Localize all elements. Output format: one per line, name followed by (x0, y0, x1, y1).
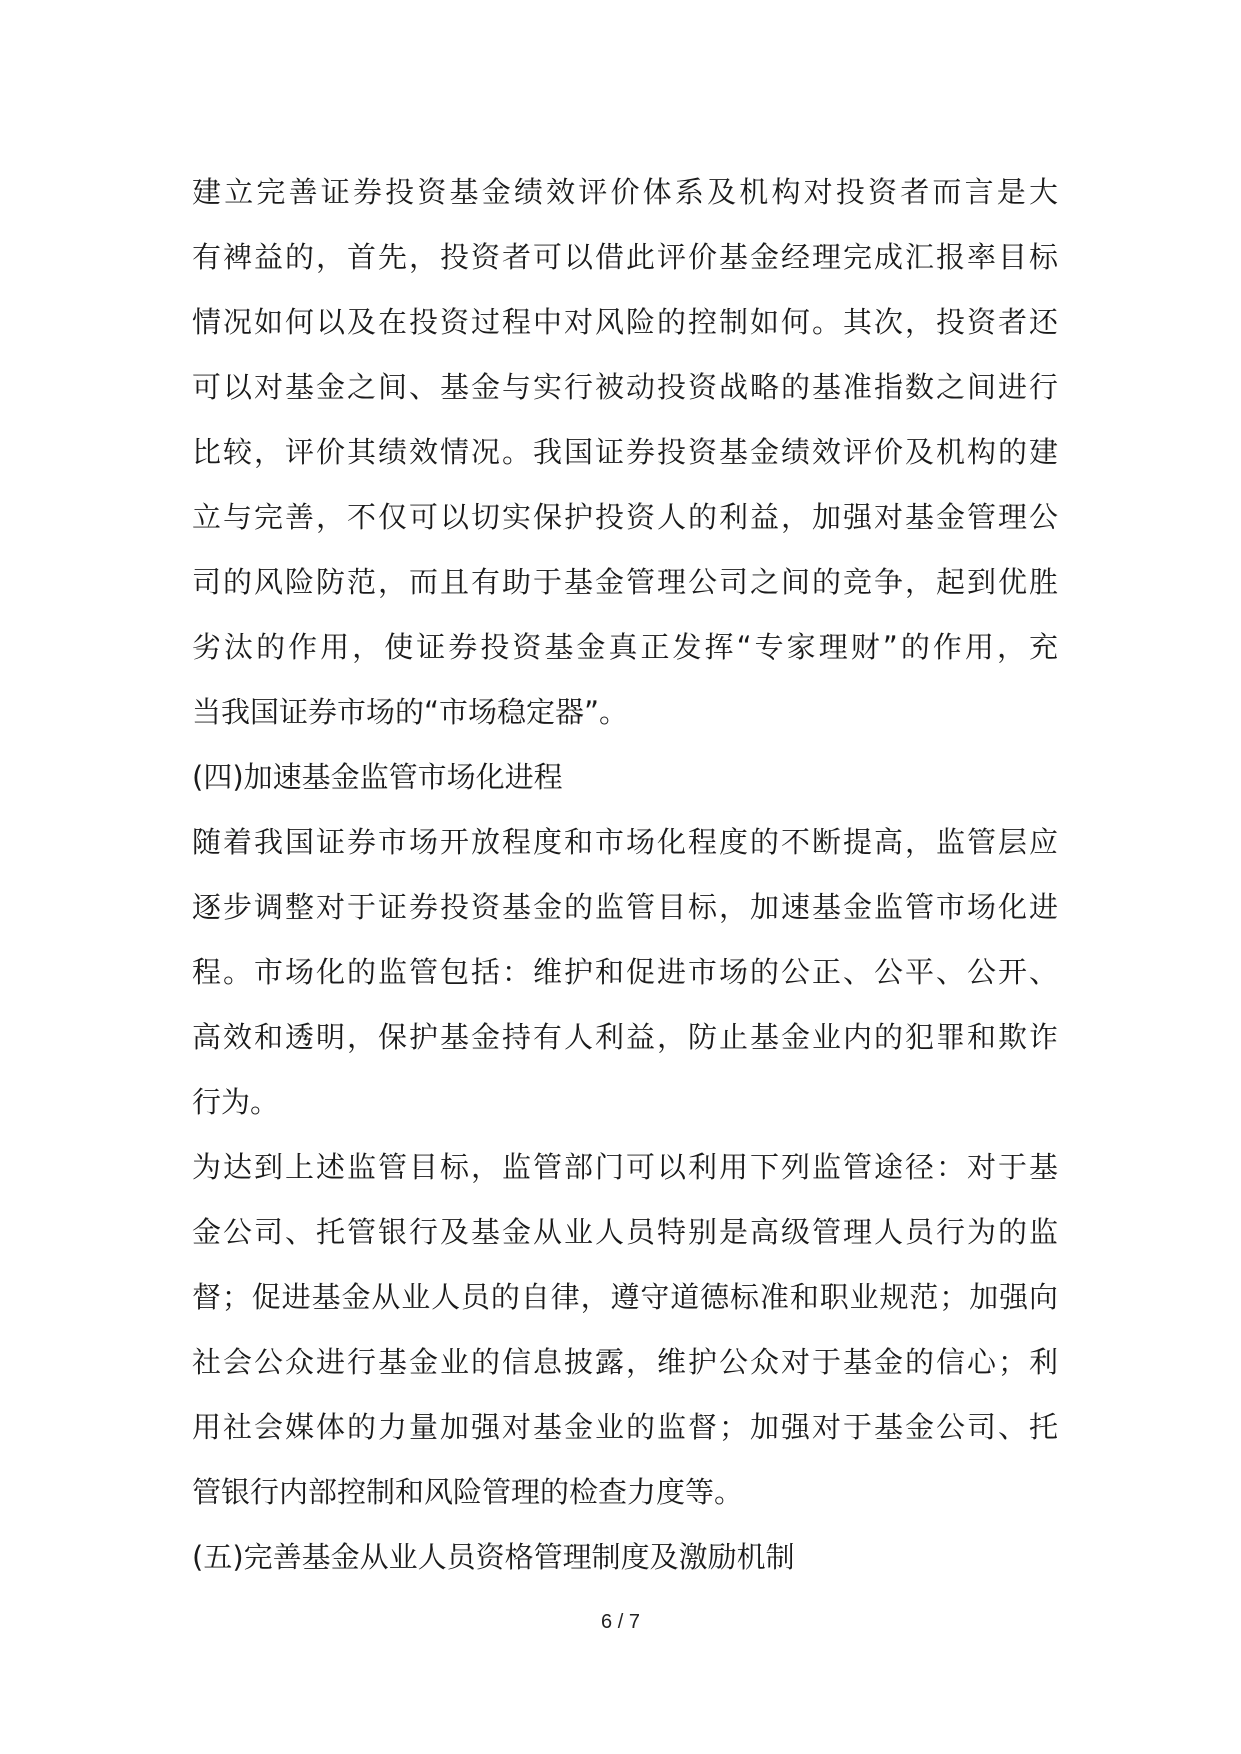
text-line: 行为。 (192, 1085, 280, 1119)
text-line: 劣汰的作用，使证券投资基金真正发挥“专家理财”的作用，充 (192, 630, 1058, 664)
text-line: 情况如何以及在投资过程中对风险的控制如何。其次，投资者还 (192, 305, 1058, 339)
section-heading: (四)加速基金监管市场化进程 (192, 760, 563, 794)
text-line: 逐步调整对于证券投资基金的监管目标，加速基金监管市场化进 (192, 890, 1058, 924)
text-line: 司的风险防范，而且有助于基金管理公司之间的竞争，起到优胜 (192, 565, 1058, 599)
text-line: 社会公众进行基金业的信息披露，维护公众对于基金的信心；利 (192, 1345, 1058, 1379)
page-number: 6 / 7 (601, 1611, 640, 1633)
text-line: 当我国证券市场的“市场稳定器”。 (192, 695, 629, 729)
text-line: 高效和透明，保护基金持有人利益，防止基金业内的犯罪和欺诈 (192, 1020, 1058, 1054)
section-heading: (五)完善基金从业人员资格管理制度及激励机制 (192, 1540, 795, 1574)
text-line: 立与完善，不仅可以切实保护投资人的利益，加强对基金管理公 (192, 500, 1058, 534)
text-line: 督；促进基金从业人员的自律，遵守道德标准和职业规范；加强向 (192, 1280, 1058, 1314)
body-text (192, 160, 1058, 1590)
text-line: 比较，评价其绩效情况。我国证券投资基金绩效评价及机构的建 (192, 435, 1058, 469)
text-line: 建立完善证券投资基金绩效评价体系及机构对投资者而言是大 (192, 175, 1058, 209)
text-line: 为达到上述监管目标，监管部门可以利用下列监管途径：对于基 (192, 1150, 1058, 1184)
text-line: 程。市场化的监管包括：维护和促进市场的公正、公平、公开、 (192, 955, 1058, 989)
text-line: 用社会媒体的力量加强对基金业的监督；加强对于基金公司、托 (192, 1410, 1058, 1444)
text-line: 有裨益的，首先，投资者可以借此评价基金经理完成汇报率目标 (192, 240, 1058, 274)
text-line: 金公司、托管银行及基金从业人员特别是高级管理人员行为的监 (192, 1215, 1058, 1249)
text-line: 可以对基金之间、基金与实行被动投资战略的基准指数之间进行 (192, 370, 1058, 404)
text-line: 管银行内部控制和风险管理的检查力度等。 (192, 1475, 744, 1509)
text-line: 随着我国证券市场开放程度和市场化程度的不断提高，监管层应 (192, 825, 1058, 859)
